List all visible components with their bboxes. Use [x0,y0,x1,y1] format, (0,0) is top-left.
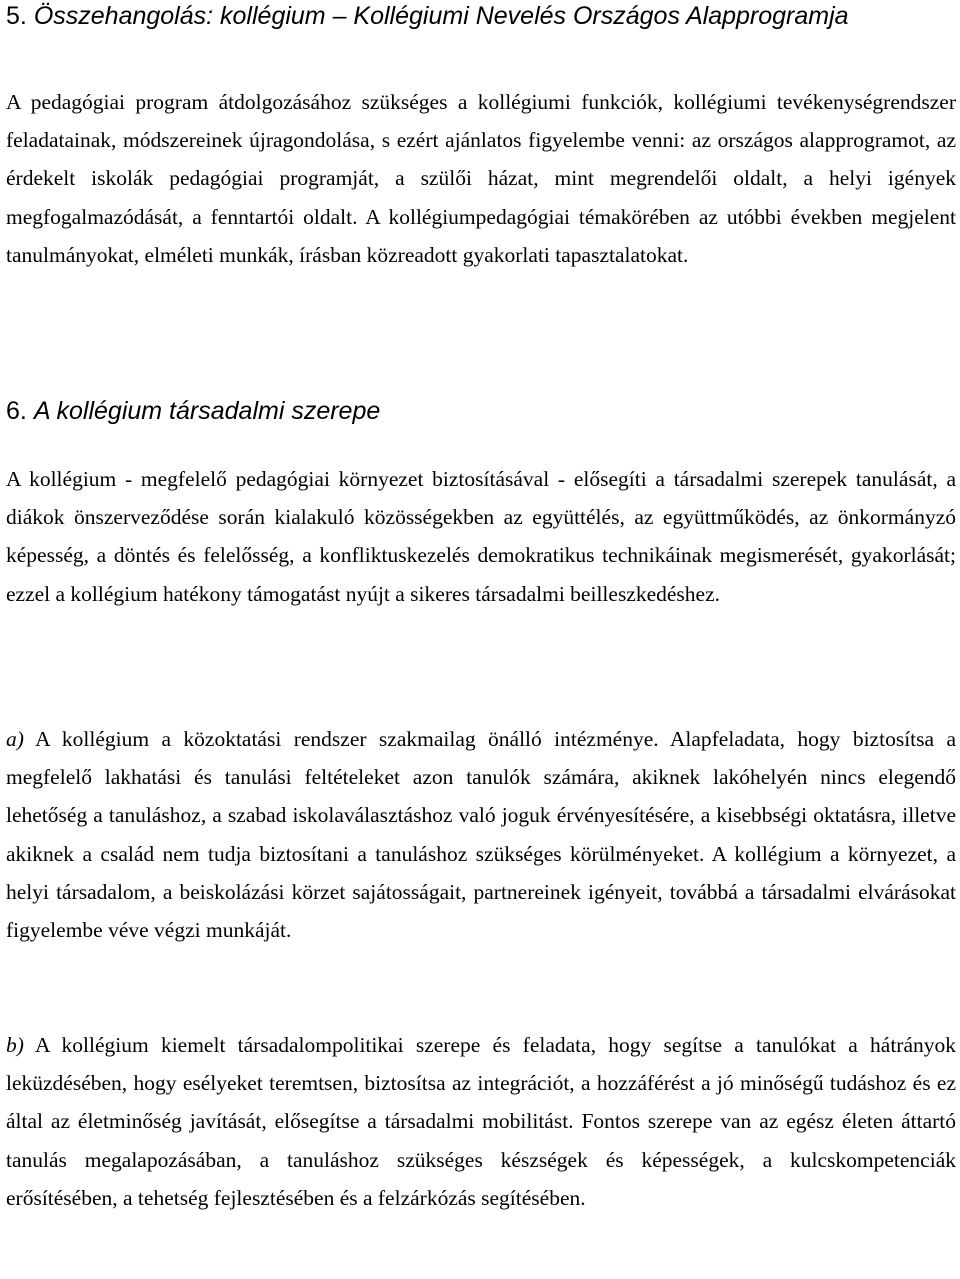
section-5-heading [6,2,849,31]
item-b-label: b) [6,1033,24,1057]
section-6-number: 6. [6,397,27,425]
section-5-title: Összehangolás: kollégium – Kollégiumi Nevelés Országos Alapprogramja [33,2,849,30]
item-b-text: A kollégium kiemelt társadalompolitikai szerepe és feladata, hogy segítse a tanulókat a hátrányok leküzdésében, hogy esélyeket teremtsen, biztosítsa az integrációt, a hozzáférést a jó minőségű tudáshoz és ez által az életminőség javítását, elősegítse a társadalmi mobilitást. Fontos szerepe van az egész életen áttartó tanulás megalapozásában, a tanuláshoz szükséges készségek és képességek, a kulcskompetenciák erősítésében, a tehetség fejlesztésében és a felzárkózás segítésében. [6,1033,956,1210]
section-6-heading [6,397,380,426]
item-a-text: A kollégium a közoktatási rendszer szakmailag önálló intézménye. Alapfeladata, hogy biztosítsa a megfelelő lakhatási és tanulási feltételeket azon tanulók számára, akiknek lakóhelyén nincs elegendő lehetőség a tanuláshoz, a szabad iskolaválasztáshoz való joguk érvényesítésére, a kisebbségi oktatásra, illetve akiknek a család nem tudja biztosítani a tanuláshoz szükséges körülményeket. A kollégium a környezet, a helyi társadalom, a beiskolázási körzet sajátosságait, partnereinek igényeit, továbbá a társadalmi elvárásokat figyelembe véve végzi munkáját. [6,727,956,943]
section-5-paragraph: A pedagógiai program átdolgozásához szükséges a kollégiumi funkciók, kollégiumi tevékenységrendszer feladatainak, módszereinek újragondolása, s ezért ajánlatos figyelembe venni: az országos alapprogramot, az érdekelt iskolák pedagógiai programját, a szülői házat, mint megrendelői oldalt, a helyi igények megfogalmazódását, a fenntartói oldalt. A kollégiumpedagógiai témakörében az utóbbi években megjelent tanulmányokat, elméleti munkák, írásban közreadott gyakorlati tapasztalatokat. [6,90,956,267]
item-b-paragraph [6,1026,956,1217]
section-6-title: A kollégium társadalmi szerepe [33,397,381,425]
item-a-paragraph [6,720,956,949]
section-6-paragraph: A kollégium - megfelelő pedagógiai környezet biztosításával - elősegíti a társadalmi szerepek tanulását, a diákok önszerveződése során kialakuló közösségekben az együttélés, az együttműködés, az önkormányzó képesség, a döntés és felelősség, a konfliktuskezelés demokratikus technikáinak megismerését, gyakorlását; ezzel a kollégium hatékony támogatást nyújt a sikeres társadalmi beilleszkedéshez. [6,467,956,606]
item-a-label: a) [6,727,24,751]
section-5-number: 5. [6,2,27,30]
